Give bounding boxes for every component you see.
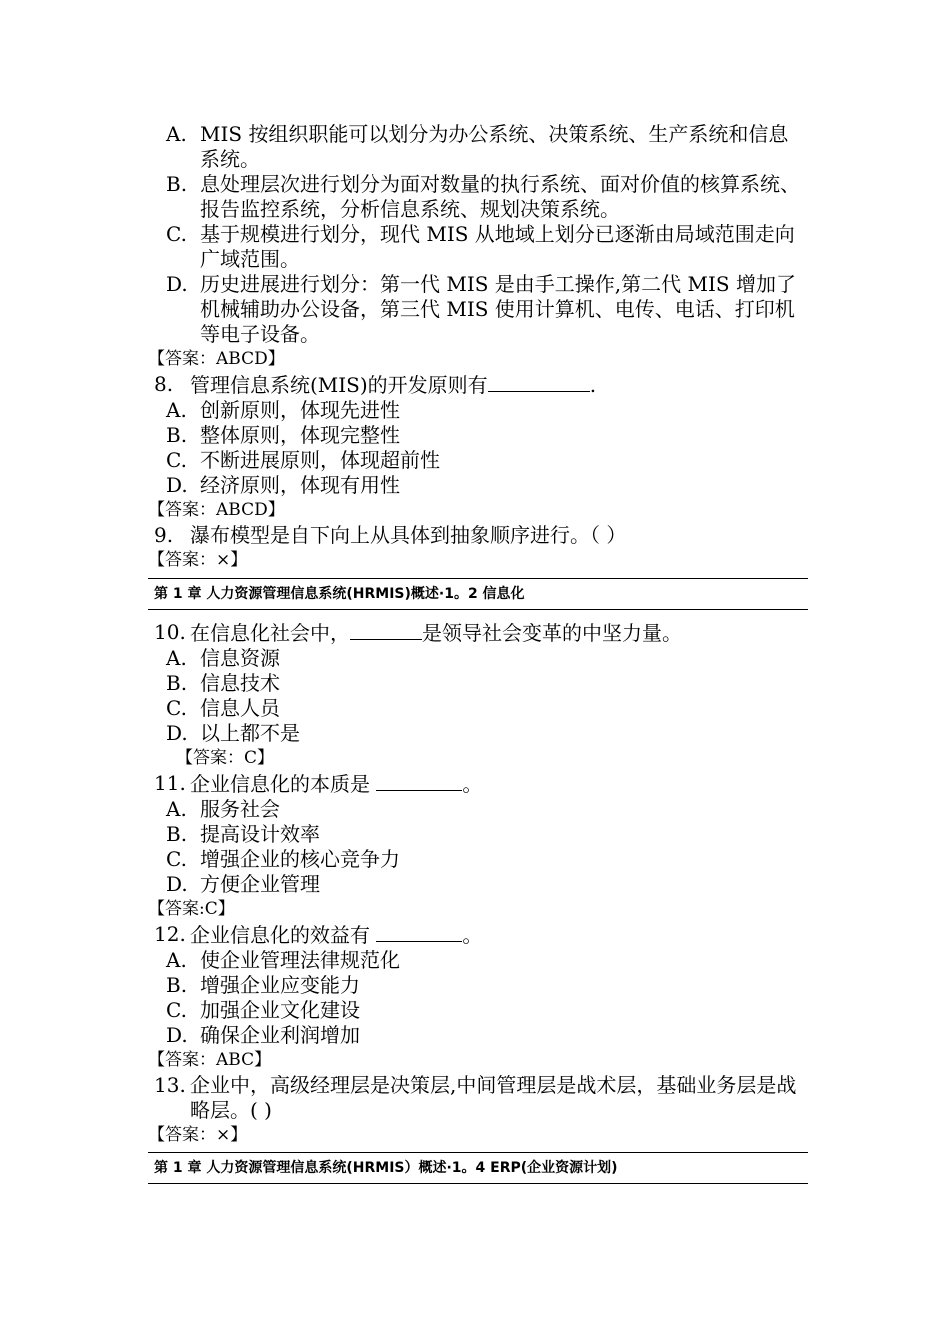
option-letter: C. [166, 998, 187, 1022]
option-letter: C. [166, 847, 187, 871]
option-text: 信息资源 [200, 646, 280, 670]
question-text: 瀑布模型是自下向上从具体到抽象顺序进行。（ ） [190, 523, 627, 547]
option-text: 历史进展进行划分：第一代 MIS 是由手工操作,第二代 MIS 增加了机械辅助办公设备，第三代 MIS 使用计算机、电传、电话、打印机等电子设备。 [200, 272, 796, 346]
option-letter: D. [166, 872, 188, 896]
option-c [148, 998, 808, 1023]
option-b [148, 172, 808, 222]
option-text: 息处理层次进行划分为面对数量的执行系统、面对价值的核算系统、报告监控系统，分析信息系统、规划决策系统。 [200, 172, 800, 221]
option-c [148, 696, 808, 721]
answer: 【答案:C】 [148, 899, 235, 919]
option-text: 创新原则，体现先进性 [200, 398, 400, 422]
option-text: 加强企业文化建设 [200, 998, 360, 1022]
fill-blank [376, 922, 462, 942]
chapter-heading: 第 1 章 人力资源管理信息系统(HRMIS）概述·1。4 ERP(企业资源计划) [148, 1152, 808, 1184]
option-letter: B. [166, 973, 188, 997]
question-text-end: . [589, 373, 597, 397]
option-letter: B. [166, 172, 188, 196]
option-letter: A. [166, 398, 187, 422]
question-12 [148, 922, 808, 948]
answer: 【答案：×】 [148, 1125, 248, 1145]
option-a [148, 797, 808, 822]
option-a [148, 398, 808, 423]
option-c [148, 448, 808, 473]
option-letter: C. [166, 222, 187, 246]
option-a [148, 122, 808, 172]
question-text: 企业中，高级经理层是决策层,中间管理层是战术层，基础业务层是战略层。( ) [190, 1073, 797, 1122]
option-d [148, 872, 808, 897]
question-number: 11. [154, 771, 186, 795]
question-number: 9. [154, 523, 174, 547]
question-9 [148, 523, 808, 548]
option-letter: A. [166, 797, 187, 821]
option-letter: A. [166, 646, 187, 670]
option-a [148, 948, 808, 973]
option-d [148, 272, 808, 347]
option-b [148, 671, 808, 696]
option-text: 方便企业管理 [200, 872, 320, 896]
question-11 [148, 771, 808, 797]
question-text-end: 。 [462, 923, 483, 947]
fill-blank [376, 771, 462, 791]
question-8 [148, 372, 808, 398]
option-b [148, 973, 808, 998]
option-text: MIS 按组织职能可以划分为办公系统、决策系统、生产系统和信息系统。 [200, 122, 789, 171]
answer: 【答案：ABC】 [148, 1050, 272, 1070]
option-letter: B. [166, 671, 188, 695]
option-letter: C. [166, 696, 187, 720]
option-letter: B. [166, 423, 188, 447]
question-10 [148, 620, 808, 646]
option-text: 基于规模进行划分，现代 MIS 从地域上划分已逐渐由局域范围走向广域范围。 [200, 222, 795, 271]
option-letter: C. [166, 448, 187, 472]
option-letter: D. [166, 272, 188, 296]
question-number: 12. [154, 922, 186, 946]
question-number: 13. [154, 1073, 186, 1097]
document-body [148, 122, 808, 1194]
question-number: 10. [154, 620, 186, 644]
option-text: 增强企业的核心竞争力 [200, 847, 400, 871]
answer: 【答案：×】 [148, 550, 248, 570]
option-c [148, 222, 808, 272]
question-text: 企业信息化的本质是 [190, 772, 377, 796]
option-text: 增强企业应变能力 [200, 973, 360, 997]
answer: 【答案：ABCD】 [148, 349, 285, 369]
option-text: 提高设计效率 [200, 822, 320, 846]
option-text: 信息技术 [200, 671, 280, 695]
option-text: 使企业管理法律规范化 [200, 948, 400, 972]
question-text: 在信息化社会中， [190, 621, 350, 645]
option-text: 服务社会 [200, 797, 280, 821]
option-d [148, 721, 808, 746]
question-text-end: 。 [462, 772, 483, 796]
question-text: 管理信息系统(MIS)的开发原则有 [190, 373, 488, 397]
option-a [148, 646, 808, 671]
answer: 【答案：C】 [176, 748, 275, 768]
fill-blank [488, 372, 590, 392]
option-letter: D. [166, 1023, 188, 1047]
option-text: 以上都不是 [200, 721, 300, 745]
option-text: 确保企业利润增加 [200, 1023, 360, 1047]
option-d [148, 473, 808, 498]
fill-blank [350, 620, 422, 640]
option-b [148, 423, 808, 448]
option-text: 经济原则，体现有用性 [200, 473, 400, 497]
option-letter: B. [166, 822, 188, 846]
option-d [148, 1023, 808, 1048]
chapter-heading: 第 1 章 人力资源管理信息系统(HRMIS)概述·1。2 信息化 [148, 578, 808, 610]
question-text-end: 是领导社会变革的中坚力量。 [422, 621, 682, 645]
option-text: 整体原则，体现完整性 [200, 423, 400, 447]
question-text: 企业信息化的效益有 [190, 923, 377, 947]
question-number: 8. [154, 372, 174, 396]
option-b [148, 822, 808, 847]
option-letter: A. [166, 948, 187, 972]
option-c [148, 847, 808, 872]
option-text: 信息人员 [200, 696, 280, 720]
option-letter: D. [166, 473, 188, 497]
answer: 【答案：ABCD】 [148, 500, 285, 520]
option-text: 不断进展原则，体现超前性 [200, 448, 440, 472]
option-letter: A. [166, 122, 187, 146]
question-13 [148, 1073, 808, 1123]
option-letter: D. [166, 721, 188, 745]
